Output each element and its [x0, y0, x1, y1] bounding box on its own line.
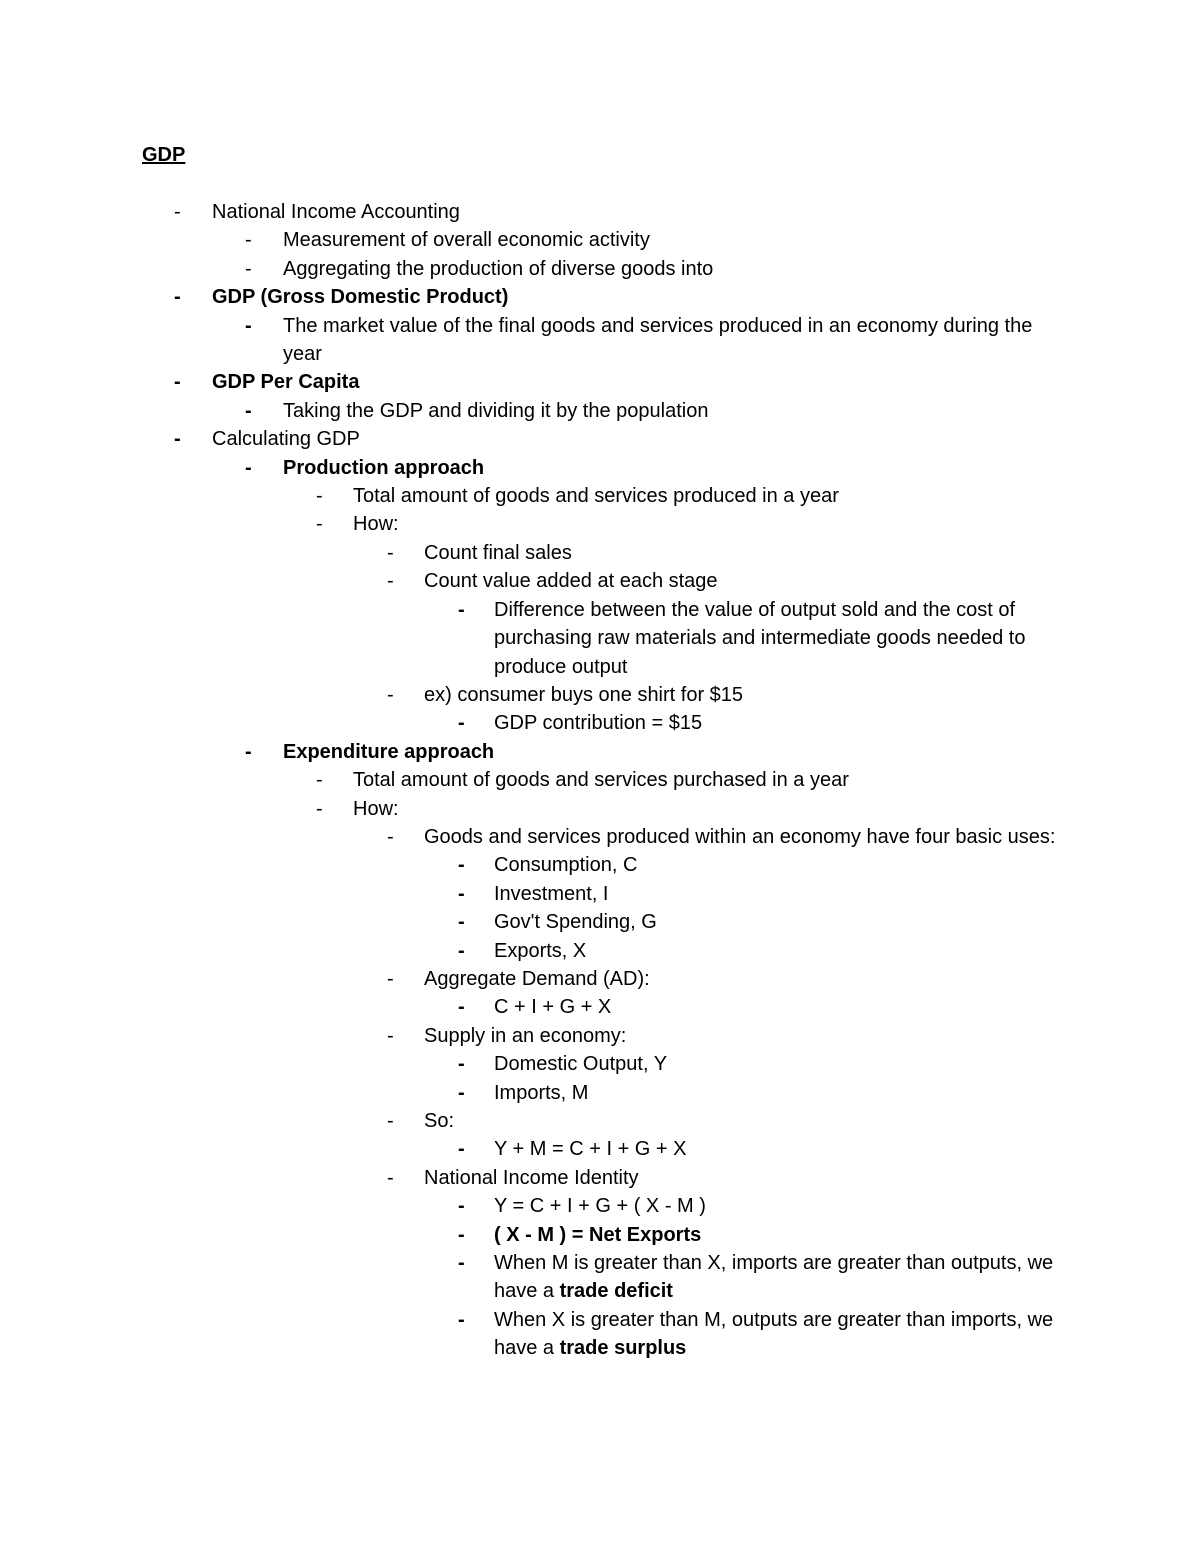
bullet-dash: - — [316, 485, 323, 508]
bullet-dash: - — [174, 428, 181, 451]
item-text: National Income Accounting — [212, 201, 460, 223]
item-text: Count value added at each stage — [424, 570, 718, 593]
list-item — [0, 766, 1200, 794]
item-text: National Income Identity — [424, 1166, 639, 1189]
item-text: Gov't Spending, G — [494, 911, 657, 934]
bullet-dash: - — [387, 967, 394, 990]
bullet-dash: - — [387, 541, 394, 564]
bullet-dash: - — [458, 854, 465, 877]
list-item — [0, 937, 1200, 965]
list-item — [0, 1249, 1200, 1306]
item-text: So: — [424, 1110, 455, 1132]
list-item — [0, 965, 1200, 993]
list-item — [0, 226, 1200, 254]
list-item — [0, 851, 1200, 879]
item-text: Aggregate Demand (AD): — [424, 967, 650, 990]
list-item — [0, 198, 1200, 226]
list-item — [0, 425, 1200, 453]
bullet-dash: - — [245, 740, 252, 763]
item-text: Production approach — [283, 456, 485, 479]
item-text: Exports, X — [494, 939, 587, 962]
bullet-dash: - — [245, 399, 252, 422]
bullet-dash: - — [316, 769, 323, 792]
item-text — [494, 1249, 1074, 1306]
item-text: Domestic Output, Y — [494, 1053, 668, 1076]
list-item — [0, 510, 1200, 538]
list-item — [0, 738, 1200, 766]
bullet-dash: - — [458, 939, 465, 962]
list-item — [0, 709, 1200, 737]
outline-list — [0, 198, 1200, 1363]
list-item — [0, 283, 1200, 311]
list-item — [0, 1306, 1200, 1363]
item-text: Calculating GDP — [212, 428, 360, 451]
item-text: Aggregating the production of diverse goods into — [283, 257, 714, 280]
bullet-dash: - — [458, 911, 465, 934]
list-item — [0, 1192, 1200, 1220]
item-text: GDP contribution = $15 — [494, 712, 703, 735]
list-item — [0, 539, 1200, 567]
bullet-dash: - — [458, 712, 465, 735]
list-item — [0, 795, 1200, 823]
bullet-dash: - — [458, 882, 465, 905]
bullet-dash: - — [458, 1138, 465, 1161]
bullet-dash: - — [458, 996, 465, 1019]
item-text — [494, 1306, 1074, 1363]
bullet-dash: - — [174, 371, 181, 394]
list-item — [0, 880, 1200, 908]
list-item — [0, 1221, 1200, 1249]
item-text: C + I + G + X — [494, 996, 612, 1019]
item-text: Consumption, C — [494, 854, 638, 877]
item-text: The market value of the final goods and services produced in an economy during the year — [283, 314, 1033, 366]
list-item — [0, 482, 1200, 510]
bold-term: trade deficit — [559, 1280, 673, 1303]
list-item — [0, 368, 1200, 396]
item-text: ex) consumer buys one shirt for $15 — [424, 683, 744, 706]
item-text: Measurement of overall economic activity — [283, 229, 650, 252]
bullet-dash: - — [458, 1195, 465, 1218]
bullet-dash: - — [245, 257, 252, 280]
bullet-dash: - — [245, 456, 252, 479]
item-text: Supply in an economy: — [424, 1024, 627, 1047]
bullet-dash: - — [245, 314, 252, 337]
list-item — [0, 1050, 1200, 1078]
item-text: Total amount of goods and services produced in a year — [353, 485, 839, 508]
list-item — [0, 397, 1200, 425]
list-item — [0, 823, 1200, 851]
page-title: GDP — [142, 144, 186, 166]
bullet-dash: - — [174, 286, 181, 309]
bullet-dash: - — [458, 598, 465, 621]
bullet-dash: - — [387, 1110, 394, 1132]
item-text: How: — [353, 797, 399, 820]
bullet-dash: - — [458, 1053, 465, 1076]
item-text: ( X - M ) = Net Exports — [494, 1223, 702, 1246]
list-item — [0, 596, 1200, 681]
list-item — [0, 908, 1200, 936]
bullet-dash: - — [458, 1081, 465, 1104]
bullet-dash: - — [458, 1308, 465, 1331]
item-text: Taking the GDP and dividing it by the population — [283, 399, 709, 422]
item-text: Difference between the value of output sold and the cost of purchasing raw materials and intermediate goods needed to produce output — [494, 598, 1026, 678]
item-text: Goods and services produced within an economy have four basic uses: — [424, 825, 1056, 848]
bullet-dash: - — [387, 570, 394, 593]
item-text: How: — [353, 513, 399, 536]
item-text: Investment, I — [494, 882, 609, 905]
item-text: Expenditure approach — [283, 740, 495, 763]
bullet-dash: - — [387, 825, 394, 848]
list-item — [0, 1107, 1200, 1135]
item-text: GDP (Gross Domestic Product) — [212, 286, 509, 309]
bullet-dash: - — [458, 1252, 465, 1275]
list-item — [0, 1164, 1200, 1192]
item-text: GDP Per Capita — [212, 371, 360, 394]
list-item — [0, 993, 1200, 1021]
list-item — [0, 567, 1200, 595]
bullet-dash: - — [316, 513, 323, 536]
item-text-lead: When M is greater than X, imports are greater than outputs, we have a — [494, 1252, 1054, 1303]
list-item — [0, 312, 1200, 369]
item-text: Imports, M — [494, 1081, 589, 1104]
item-text-lead: When X is greater than M, outputs are greater than imports, we have a — [494, 1308, 1054, 1360]
bullet-dash: - — [458, 1223, 465, 1246]
item-text: Total amount of goods and services purchased in a year — [353, 769, 849, 792]
bullet-dash: - — [245, 229, 252, 252]
bullet-dash: - — [174, 201, 181, 223]
bullet-dash: - — [387, 683, 394, 706]
list-item — [0, 1079, 1200, 1107]
list-item — [0, 454, 1200, 482]
item-text: Y + M = C + I + G + X — [494, 1138, 687, 1161]
item-text: Count final sales — [424, 541, 572, 564]
item-text: Y = C + I + G + ( X - M ) — [494, 1195, 706, 1218]
bold-term: trade surplus — [559, 1337, 687, 1360]
list-item — [0, 1135, 1200, 1163]
list-item — [0, 1022, 1200, 1050]
bullet-dash: - — [387, 1166, 394, 1189]
bullet-dash: - — [387, 1024, 394, 1047]
list-item — [0, 681, 1200, 709]
bullet-dash: - — [316, 797, 323, 820]
list-item — [0, 255, 1200, 283]
